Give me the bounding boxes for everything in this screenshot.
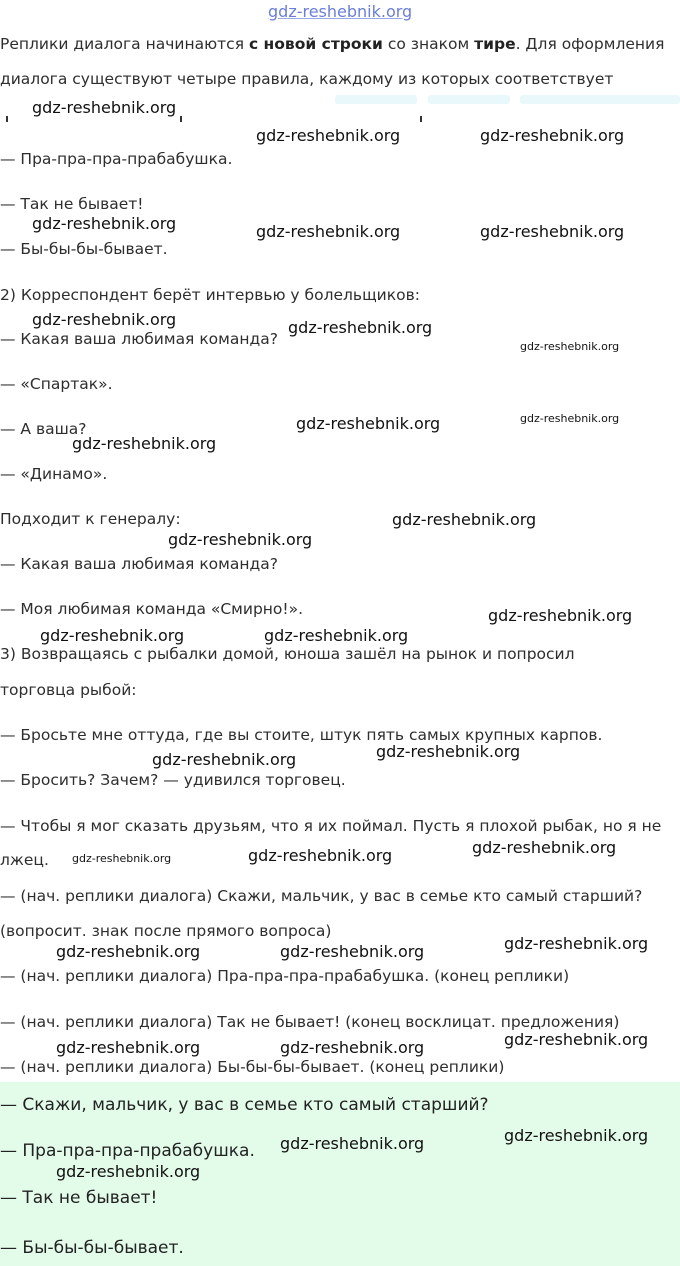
- analysis-line: (вопросит. знак после прямого вопроса): [0, 922, 332, 940]
- example2-sub-heading: Подходит к генералу:: [0, 510, 181, 528]
- watermark: gdz-reshebnik.org: [72, 434, 217, 453]
- watermark: gdz-reshebnik.org: [296, 414, 441, 433]
- example3-line: — Чтобы я мог сказать друзьям, что я их поймал. Пусть я плохой рыбак, но я не: [0, 817, 662, 835]
- intro-text-c: со знаком: [382, 35, 475, 53]
- example2-sub-line: — Моя любимая команда «Смирно!».: [0, 600, 304, 618]
- example1-line: — Пра-пра-пра-прабабушка.: [0, 150, 233, 168]
- watermark: gdz-reshebnik.org: [472, 838, 617, 857]
- watermark: gdz-reshebnik.org: [504, 934, 649, 953]
- example3-line: — Бросьте мне оттуда, где вы стоите, штук пять самых крупных карпов.: [0, 726, 603, 744]
- example2-heading: 2) Корреспондент берёт интервью у болельщиков:: [0, 286, 420, 304]
- watermark: gdz-reshebnik.org: [56, 1162, 201, 1181]
- answer-line: — Так не бывает!: [0, 1188, 158, 1208]
- example1-line: — Так не бывает!: [0, 195, 144, 213]
- watermark: gdz-reshebnik.org: [256, 222, 401, 241]
- analysis-line: — (нач. реплики диалога) Скажи, мальчик, у вас в семье кто самый старший?: [0, 887, 643, 905]
- analysis-line: — (нач. реплики диалога) Бы-бы-бы-бывает. (конец реплики): [0, 1058, 505, 1076]
- example3-heading: 3) Возвращаясь с рыбалки домой, юноша зашёл на рынок и попросил: [0, 645, 575, 663]
- answer-line: — Бы-бы-бы-бывает.: [0, 1238, 184, 1258]
- intro-text-e: . Для оформления: [515, 35, 665, 53]
- intro-bold-new-line: с новой строки: [248, 35, 383, 53]
- watermark: gdz-reshebnik.org: [280, 1038, 425, 1057]
- example2-line: — «Спартак».: [0, 375, 113, 393]
- watermark: gdz-reshebnik.org: [480, 126, 625, 145]
- example3-line: лжец.: [0, 851, 49, 869]
- example1-line: — Бы-бы-бы-бывает.: [0, 240, 168, 258]
- watermark: gdz-reshebnik.org: [56, 1038, 201, 1057]
- cropped-text-fragment: [420, 116, 422, 122]
- watermark: gdz-reshebnik.org: [480, 222, 625, 241]
- watermark: gdz-reshebnik.org: [32, 98, 177, 117]
- analysis-line: — (нач. реплики диалога) Пра-пра-пра-прабабушка. (конец реплики): [0, 967, 570, 985]
- watermark-top[interactable]: gdz-reshebnik.org: [268, 2, 413, 21]
- cropped-text-fragment: [180, 116, 182, 122]
- watermark: gdz-reshebnik.org: [280, 1134, 425, 1153]
- intro-line-1: [0, 34, 664, 54]
- example2-sub-line: — Какая ваша любимая команда?: [0, 555, 278, 573]
- intro-line-2: диалога существуют четыре правила, каждому из которых соответствует: [0, 70, 614, 88]
- example3-line: — Бросить? Зачем? — удивился торговец.: [0, 771, 346, 789]
- answer-line: — Скажи, мальчик, у вас в семье кто самый старший?: [0, 1095, 489, 1115]
- watermark: gdz-reshebnik.org: [32, 310, 177, 329]
- watermark: gdz-reshebnik.org: [72, 852, 172, 865]
- faint-bar: [428, 95, 510, 104]
- example2-line: — А ваша?: [0, 420, 87, 438]
- analysis-line: — (нач. реплики диалога) Так не бывает! (конец восклицат. предложения): [0, 1013, 620, 1031]
- watermark: gdz-reshebnik.org: [504, 1030, 649, 1049]
- example2-line: — Какая ваша любимая команда?: [0, 330, 278, 348]
- watermark: gdz-reshebnik.org: [392, 510, 537, 529]
- intro-bold-dash: тире: [474, 35, 516, 53]
- watermark: gdz-reshebnik.org: [40, 626, 185, 645]
- watermark: gdz-reshebnik.org: [56, 942, 201, 961]
- watermark: gdz-reshebnik.org: [152, 750, 297, 769]
- intro-text-a: Реплики диалога начинаются: [0, 35, 249, 53]
- faint-bar: [335, 95, 417, 104]
- watermark: gdz-reshebnik.org: [264, 626, 409, 645]
- watermark: gdz-reshebnik.org: [376, 742, 521, 761]
- watermark: gdz-reshebnik.org: [504, 1126, 649, 1145]
- watermark: gdz-reshebnik.org: [248, 846, 393, 865]
- watermark: gdz-reshebnik.org: [168, 530, 313, 549]
- watermark: gdz-reshebnik.org: [256, 126, 401, 145]
- watermark: gdz-reshebnik.org: [32, 214, 177, 233]
- example2-line: — «Динамо».: [0, 465, 108, 483]
- cropped-text-fragment: [6, 116, 8, 122]
- faint-bar: [520, 95, 680, 104]
- example3-heading: торговца рыбой:: [0, 681, 137, 699]
- watermark: gdz-reshebnik.org: [520, 412, 620, 425]
- answer-line: — Пра-пра-пра-прабабушка.: [0, 1141, 255, 1161]
- watermark: gdz-reshebnik.org: [520, 340, 620, 353]
- watermark: gdz-reshebnik.org: [288, 318, 433, 337]
- watermark: gdz-reshebnik.org: [488, 606, 633, 625]
- watermark: gdz-reshebnik.org: [280, 942, 425, 961]
